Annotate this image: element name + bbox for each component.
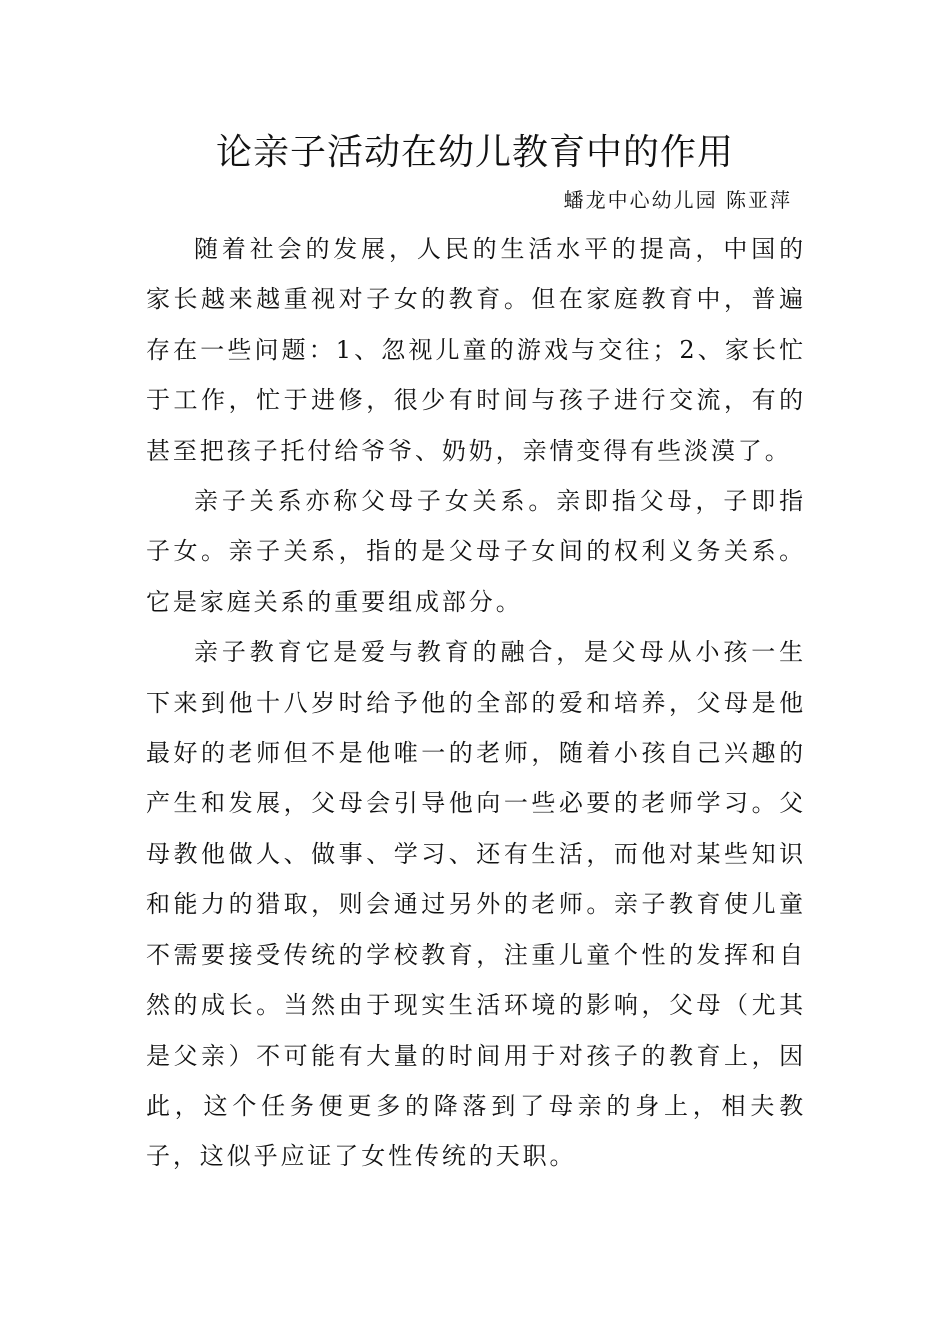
paragraph-2: 亲子关系亦称父母子女关系。亲即指父母，子即指子女。亲子关系，指的是父母子女间的权利义务关系。它是家庭关系的重要组成部分。 [146, 487, 806, 616]
document-body [146, 224, 806, 1182]
document-title: 论亲子活动在幼儿教育中的作用 [215, 132, 734, 173]
paragraph-1: 随着社会的发展，人民的生活水平的提高，中国的家长越来越重视对子女的教育。但在家庭教育中，普遍存在一些问题：1、忽视儿童的游戏与交往；2、家长忙于工作，忙于进修，很少有时间与孩子进行交流，有的甚至把孩子托付给爷爷、奶奶，亲情变得有些淡漠了。 [146, 235, 806, 465]
paragraph-3: 亲子教育它是爱与教育的融合，是父母从小孩一生下来到他十八岁时给予他的全部的爱和培养，父母是他最好的老师但不是他唯一的老师，随着小孩自己兴趣的产生和发展，父母会引导他向一些必要的老师学习。父母教他做人、做事、学习、还有生活，而他对某些知识和能力的猎取，则会通过另外的老师。亲子教育使儿童不需要接受传统的学校教育，注重儿童个性的发挥和自然的成长。当然由于现实生活环境的影响，父母（尤其是父亲）不可能有大量的时间用于对孩子的教育上，因此，这个任务便更多的降落到了母亲的身上，相夫教子，这似乎应证了女性传统的天职。 [146, 638, 806, 1171]
document-author: 蟠龙中心幼儿园 陈亚萍 [563, 188, 792, 212]
